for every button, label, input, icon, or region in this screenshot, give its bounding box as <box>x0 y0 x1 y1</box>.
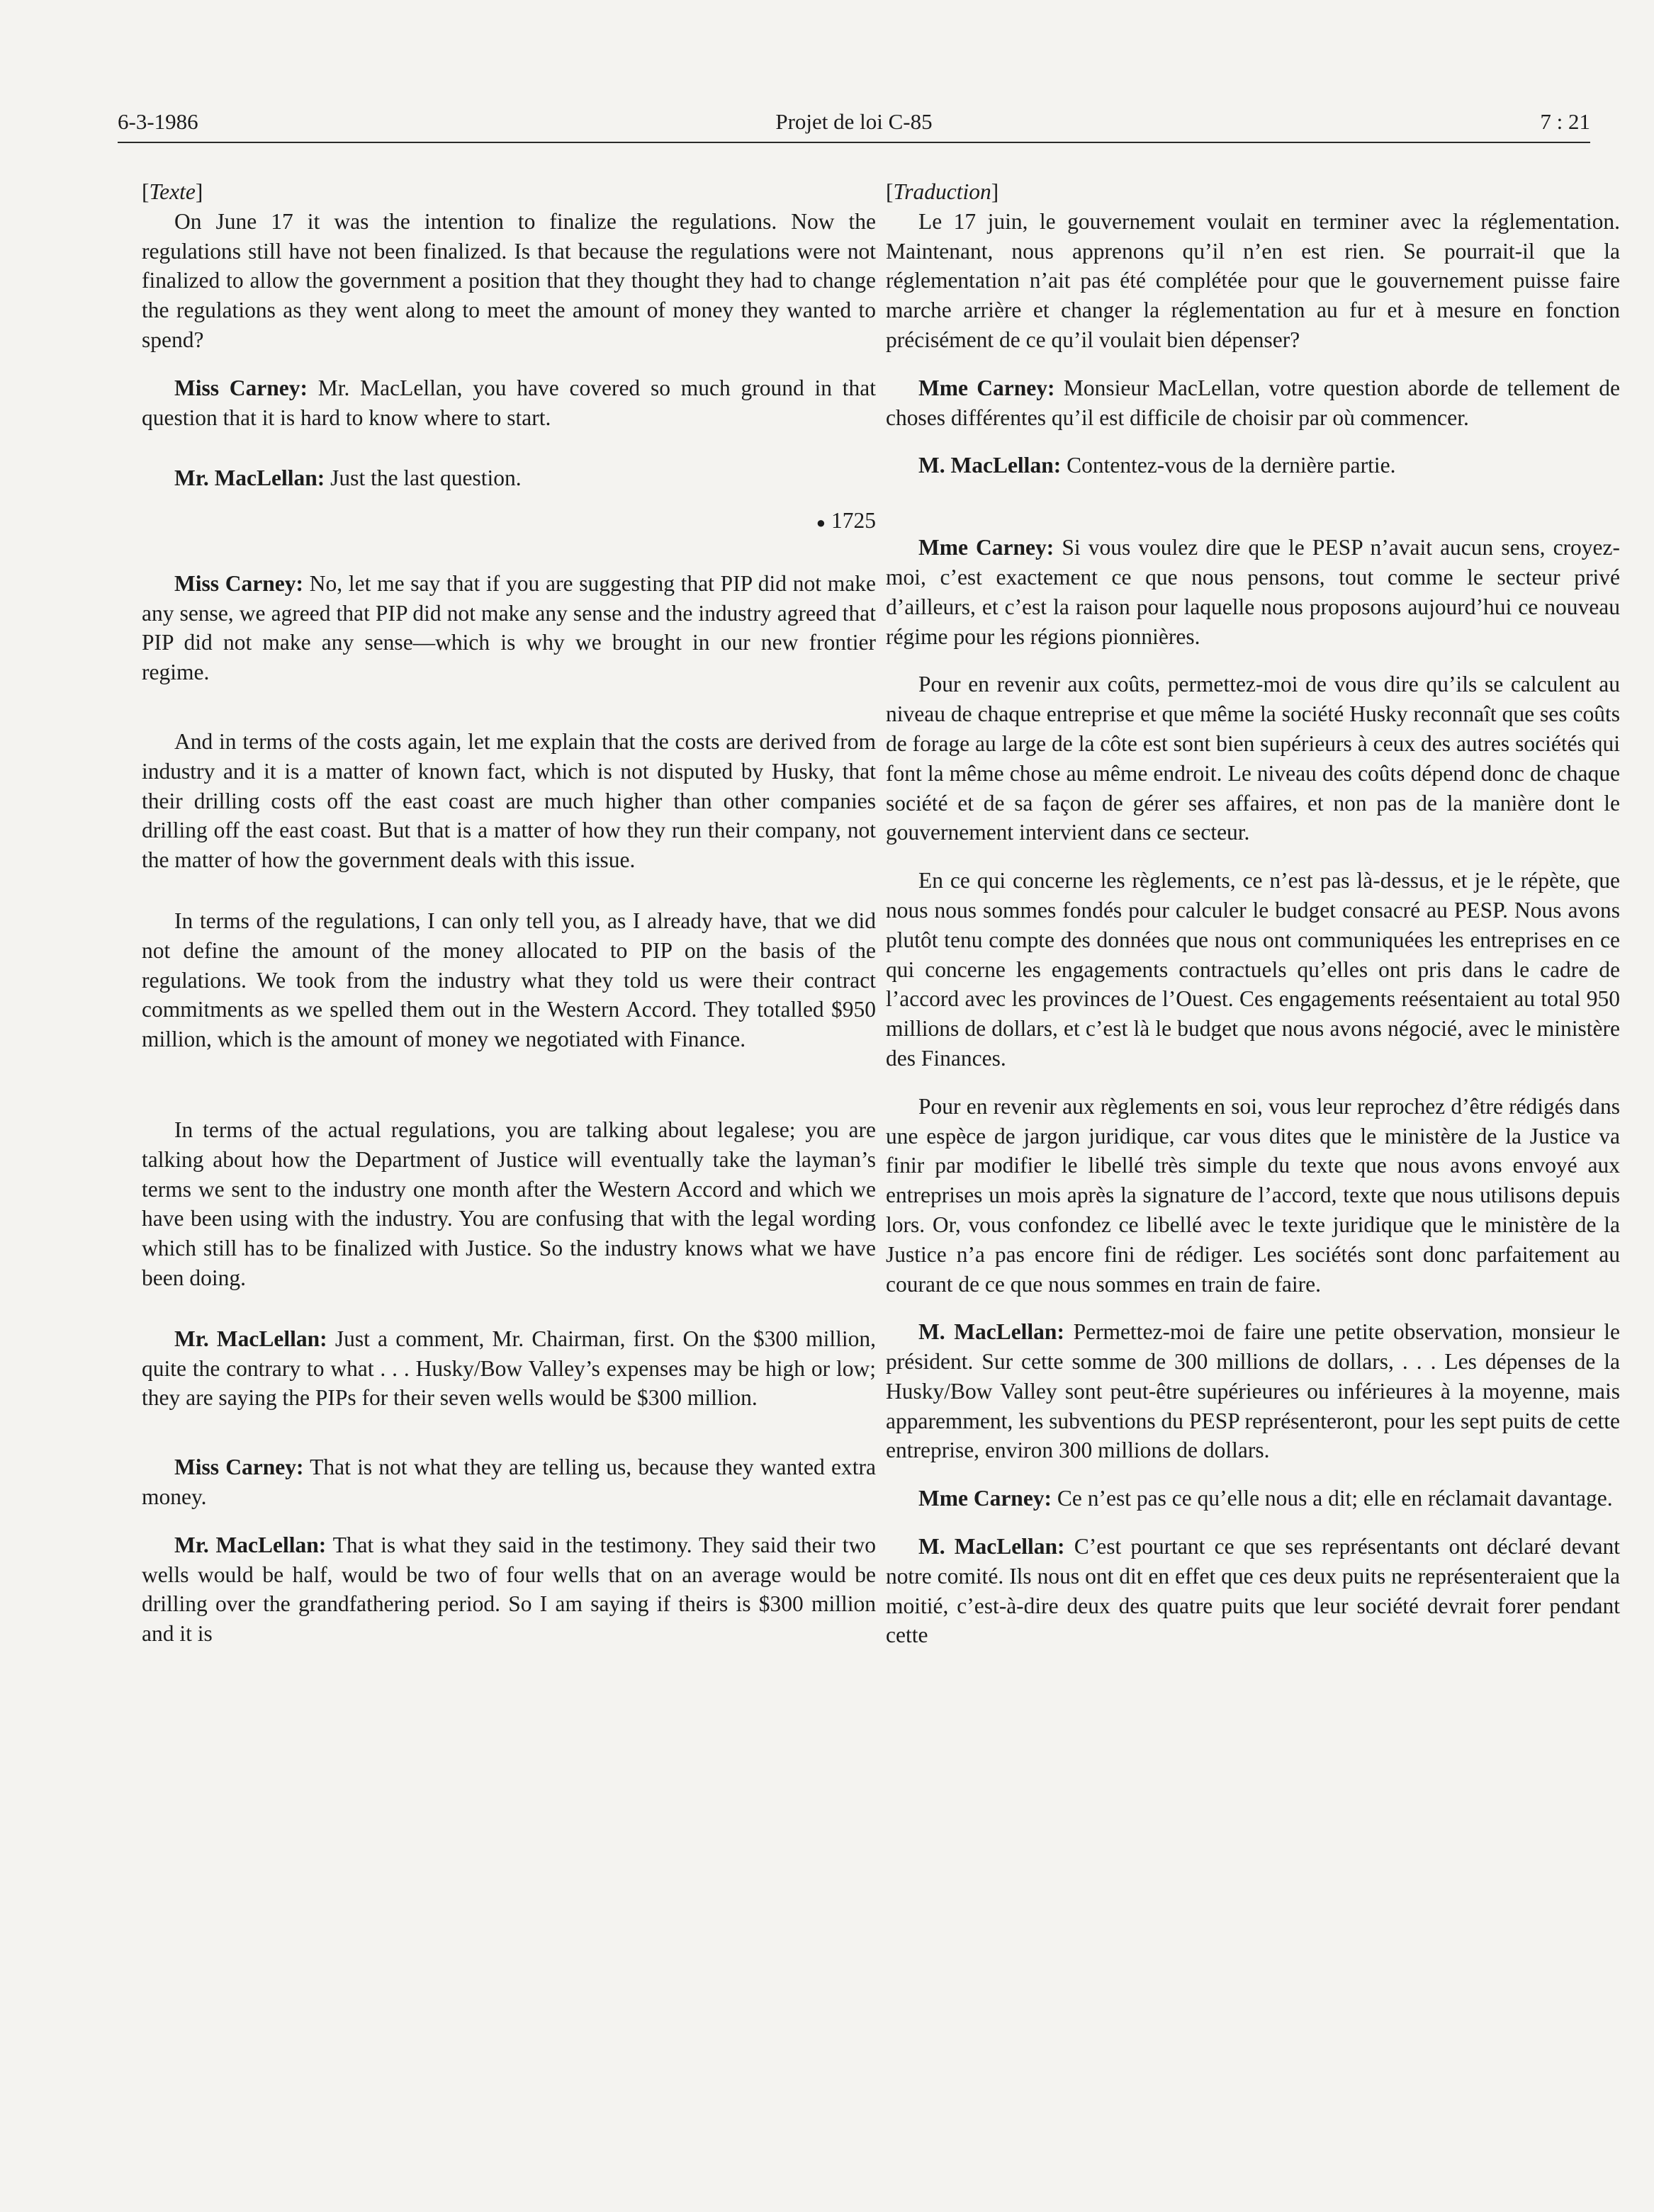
paragraph: Le 17 juin, le gouvernement voulait en terminer avec la réglementation. Maintenant, nous apprenons qu’il n’en est rien. Se pourrait-il que la réglementation n’ait pas été complétée pour que le gouvernement puisse faire marche arrière et changer la réglementation au fur et à mesure en fonction précisément de ce qu’il voulait bien dépenser? <box>886 208 1620 352</box>
speech-paragraph <box>142 1452 876 1512</box>
speech-text: That is what they said in the testimony. They said their two wells would be half, would be two of four wells that on an average would be drilling over the grandfathering period. So I am saying if theirs is $300 million and it is <box>142 1532 876 1647</box>
speech-paragraph <box>886 451 1620 480</box>
paragraph: In terms of the actual regulations, you are talking about legalese; you are talking about how the Department of Justice will eventually take the layman’s terms we sent to the industry one month after the Western Accord and which we have been using with the industry. You are confusing that with the legal wording which still has to be finalized with Justice. So the industry knows what we have been doing. <box>142 1117 876 1290</box>
speech-text: No, let me say that if you are suggesting that PIP did not make any sense, we agreed that PIP did not make any sense and the industry agreed that PIP did not make any sense—which is why we brought in our new frontier regime. <box>142 570 876 685</box>
speaker-name: M. MacLellan: <box>918 1319 1064 1345</box>
speech-paragraph <box>886 1484 1620 1513</box>
speech-paragraph <box>142 1324 876 1413</box>
column-tag-traduction: [ Traduction ] <box>886 177 1620 207</box>
speech-paragraph <box>886 1317 1620 1465</box>
speech-paragraph <box>142 569 876 687</box>
speech-text: Monsieur MacLellan, votre question aborde de tellement de choses différentes qu’il est difficile de choisir par où commencer. <box>886 375 1620 430</box>
speech-text: C’est pourtant ce que ses représentants ont déclaré devant notre comité. Ils nous ont dit en effet que ces deux puits ne représenteraient que la moitié, c’est-à-dire deux des quatre puits que leur société devrait forer pendant cette <box>886 1534 1621 1648</box>
page-header <box>118 106 1590 137</box>
speaker-name: M. MacLellan: <box>918 1534 1065 1559</box>
speech-paragraph <box>142 1530 876 1649</box>
speaker-name: Mme Carney: <box>918 535 1054 560</box>
speaker-name: M. MacLellan: <box>918 453 1062 478</box>
speaker-name: Mme Carney: <box>918 1486 1052 1511</box>
speaker-name: Mme Carney: <box>918 375 1055 400</box>
speaker-name: Miss Carney: <box>174 375 308 400</box>
time-marker-text: 1725 <box>831 508 876 534</box>
paragraph: And in terms of the costs again, let me explain that the costs are derived from industry and it is a matter of known fact, which is not disputed by Husky, that their drilling costs off the east coast are much higher than other companies drilling off the east coast. But that is a matter of how they run their company, not the matter of how the government deals with this issue. <box>142 729 876 873</box>
speech-text: Just a comment, Mr. Chairman, first. On the $300 million, quite the contrary to what . . . Husky/Bow Valley’s expenses may be high or low; they are saying the PIPs for their seven wells would be $300 million. <box>142 1326 876 1411</box>
french-column <box>886 177 1620 1669</box>
speech-paragraph <box>886 1532 1620 1650</box>
bullet-icon: ● <box>816 514 826 532</box>
header-page-number: 7 : 21 <box>1540 109 1590 134</box>
speech-text: Just the last question. <box>325 465 522 491</box>
speaker-name: Mr. MacLellan: <box>174 465 325 491</box>
time-marker <box>142 506 876 538</box>
paragraph: Pour en revenir aux coûts, permettez-moi de vous dire qu’ils se calculent au niveau de chaque entreprise et que même la société Husky reconnaît que ses coûts de forage au large de la côte est sont bien supérieurs à ceux des autres sociétés qui font la même chose au même endroit. Le niveau des coûts dépend donc de chaque société et de sa façon de gérer ses affaires, et non pas de la manière dont le gouvernement intervient dans ce secteur. <box>886 672 1620 845</box>
speaker-name: Mr. MacLellan: <box>174 1532 327 1557</box>
speech-paragraph <box>886 373 1620 433</box>
speech-text: Si vous voulez dire que le PESP n’avait aucun sens, croyez-moi, c’est exactement ce que nous pensons, tout comme le secteur privé d’ailleurs, et c’est la raison pour laquelle nous proposons aujourd’hui ce nouveau régime pour les régions pionnières. <box>886 535 1620 649</box>
speech-text: Mr. MacLellan, you have covered so much ground in that question that it is hard to know where to start. <box>142 375 876 430</box>
speaker-name: Mr. MacLellan: <box>174 1326 327 1351</box>
speech-text: That is not what they are telling us, because they wanted extra money. <box>142 1455 876 1509</box>
header-rule <box>118 142 1590 143</box>
header-date: 6-3-1986 <box>118 109 198 134</box>
english-column <box>142 177 876 1667</box>
paragraph: En ce qui concerne les règlements, ce n’est pas là-dessus, et je le répète, que nous nous sommes fondés pour calculer le budget consacré au PESP. Nous avons plutôt tenu compte des données que nous ont communiquées les entreprises en ce qui concerne les engagements contractuels qu’elles ont pris dans le cadre de l’accord avec les provinces de l’Ouest. Ces engagements reésentaient au total 950 millions de dollars, et c’est là le budget que nous avons négocié, avec le ministère des Finances. <box>886 868 1620 1071</box>
paragraph: On June 17 it was the intention to finalize the regulations. Now the regulations still have not been finalized. Is that because the regulations were not finalized to allow the government a position that they thought they had to change the regulations as they went along to meet the amount of money they wanted to spend? <box>142 208 876 352</box>
paragraph: In terms of the regulations, I can only tell you, as I already have, that we did not define the amount of the money allocated to PIP on the basis of the regulations. We took from the industry what they told us were their contract commitments as we spelled them out in the Western Accord. They totalled $950 million, which is the amount of money we negotiated with Finance. <box>142 908 876 1052</box>
speaker-name: Miss Carney: <box>174 1455 304 1480</box>
speech-paragraph <box>886 533 1620 651</box>
speech-text: Permettez-moi de faire une petite observation, monsieur le président. Sur cette somme de 300 millions de dollars, . . . Les dépenses de la Husky/Bow Valley sont peut-être supérieures ou inférieures à la moyenne, mais apparemment, les subventions du PESP représenteront, pour les sept puits de cette entreprise, environ 300 millions de dollars. <box>886 1319 1620 1463</box>
speech-text: Contentez-vous de la dernière partie. <box>1061 453 1396 478</box>
speech-text: Ce n’est pas ce qu’elle nous a dit; elle en réclamait davantage. <box>1052 1486 1613 1511</box>
header-bill-title: Projet de loi C-85 <box>775 109 933 134</box>
speech-paragraph <box>142 463 876 493</box>
column-tag-texte: [ Texte ] <box>142 177 876 207</box>
paragraph: Pour en revenir aux règlements en soi, vous leur reprochez d’être rédigés dans une espèce de jargon juridique, car vous dites que le ministère de la Justice va finir par modifier le libellé très simple du texte que nous avons envoyé aux entreprises un mois après la signature de l’accord, texte que nous utilisons depuis lors. Or, vous confondez ce libellé avec le texte juridique que le ministère de la Justice n’a pas encore fini de rédiger. Les sociétés sont donc parfaitement au courant de ce que nous sommes en train de faire. <box>886 1093 1620 1297</box>
speaker-name: Miss Carney: <box>174 570 303 596</box>
speech-paragraph <box>142 373 876 433</box>
